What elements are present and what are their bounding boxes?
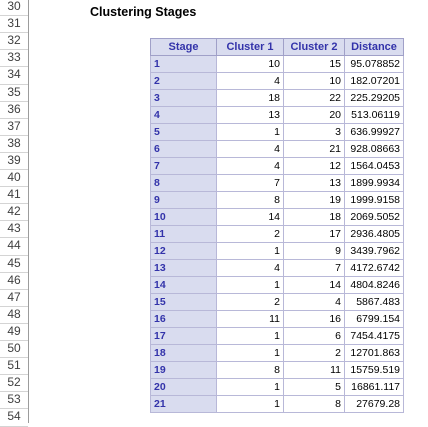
cluster-2-cell[interactable]: 6	[284, 328, 345, 345]
cluster-1-cell[interactable]: 13	[217, 107, 284, 124]
distance-cell[interactable]: 3439.7962	[345, 243, 404, 260]
table-row	[151, 260, 404, 277]
row-number[interactable]: 52	[7, 375, 21, 390]
cluster-1-cell[interactable]: 10	[217, 56, 284, 73]
cluster-2-cell[interactable]: 22	[284, 90, 345, 107]
stage-cell[interactable]: 1	[151, 56, 217, 73]
cluster-2-cell[interactable]: 5	[284, 379, 345, 396]
table-row	[151, 90, 404, 107]
cluster-1-cell[interactable]: 1	[217, 124, 284, 141]
cluster-1-cell[interactable]: 14	[217, 209, 284, 226]
stage-cell[interactable]: 21	[151, 396, 217, 413]
row-number[interactable]: 37	[7, 118, 21, 133]
row-number[interactable]: 43	[7, 221, 21, 236]
table-row	[151, 107, 404, 124]
table-row	[151, 175, 404, 192]
stage-cell[interactable]: 2	[151, 73, 217, 90]
cluster-2-cell[interactable]: 21	[284, 141, 345, 158]
stage-cell[interactable]: 3	[151, 90, 217, 107]
header-cluster-1[interactable]: Cluster 1	[217, 39, 284, 56]
distance-cell[interactable]: 636.99927	[345, 124, 404, 141]
cluster-2-cell[interactable]: 7	[284, 260, 345, 277]
stage-cell[interactable]: 4	[151, 107, 217, 124]
cluster-1-cell[interactable]: 4	[217, 73, 284, 90]
row-number[interactable]: 41	[7, 187, 21, 202]
distance-cell[interactable]: 1564.0453	[345, 158, 404, 175]
table-row	[151, 243, 404, 260]
cluster-1-cell[interactable]: 8	[217, 362, 284, 379]
stage-cell[interactable]: 8	[151, 175, 217, 192]
row-number[interactable]: 48	[7, 306, 21, 321]
cluster-2-cell[interactable]: 14	[284, 277, 345, 294]
cluster-1-cell[interactable]: 1	[217, 396, 284, 413]
table-row	[151, 328, 404, 345]
row-number[interactable]: 42	[7, 204, 21, 219]
table-row	[151, 124, 404, 141]
table-row	[151, 158, 404, 175]
cluster-1-cell[interactable]: 4	[217, 260, 284, 277]
distance-cell[interactable]: 4804.8246	[345, 277, 404, 294]
cluster-2-cell[interactable]: 10	[284, 73, 345, 90]
table-row	[151, 277, 404, 294]
distance-cell[interactable]: 2069.5052	[345, 209, 404, 226]
row-number[interactable]: 34	[7, 67, 21, 82]
row-number[interactable]: 32	[7, 33, 21, 48]
row-number[interactable]: 38	[7, 135, 21, 150]
row-number[interactable]: 49	[7, 323, 21, 338]
distance-cell[interactable]: 27679.28	[345, 396, 404, 413]
row-number[interactable]: 54	[7, 409, 21, 424]
cluster-2-cell[interactable]: 11	[284, 362, 345, 379]
distance-cell[interactable]: 2936.4805	[345, 226, 404, 243]
row-number[interactable]: 53	[7, 392, 21, 407]
stage-cell[interactable]: 17	[151, 328, 217, 345]
distance-cell[interactable]: 928.08663	[345, 141, 404, 158]
cluster-1-cell[interactable]: 1	[217, 328, 284, 345]
table-row	[151, 141, 404, 158]
header-cluster-2[interactable]: Cluster 2	[284, 39, 345, 56]
cluster-2-cell[interactable]: 3	[284, 124, 345, 141]
table-row	[151, 396, 404, 413]
table-row	[151, 294, 404, 311]
row-separator	[0, 426, 28, 427]
stage-cell[interactable]: 16	[151, 311, 217, 328]
cluster-2-cell[interactable]: 16	[284, 311, 345, 328]
table-row	[151, 345, 404, 362]
cluster-1-cell[interactable]: 18	[217, 90, 284, 107]
row-number[interactable]: 36	[7, 101, 21, 116]
row-number[interactable]: 44	[7, 238, 21, 253]
stage-cell[interactable]: 19	[151, 362, 217, 379]
distance-cell[interactable]: 513.06119	[345, 107, 404, 124]
row-number[interactable]: 35	[7, 84, 21, 99]
cluster-2-cell[interactable]: 2	[284, 345, 345, 362]
stage-cell[interactable]: 11	[151, 226, 217, 243]
stage-cell[interactable]: 7	[151, 158, 217, 175]
stage-cell[interactable]: 6	[151, 141, 217, 158]
clustering-stages-table	[150, 38, 404, 413]
cluster-2-cell[interactable]: 19	[284, 192, 345, 209]
table-row	[151, 379, 404, 396]
cluster-2-cell[interactable]: 4	[284, 294, 345, 311]
table-row	[151, 311, 404, 328]
cluster-1-cell[interactable]: 4	[217, 158, 284, 175]
cluster-2-cell[interactable]: 15	[284, 56, 345, 73]
row-number[interactable]: 51	[7, 358, 21, 373]
cluster-1-cell[interactable]: 11	[217, 311, 284, 328]
header-distance[interactable]: Distance	[345, 39, 404, 56]
table-row	[151, 192, 404, 209]
stage-cell[interactable]: 20	[151, 379, 217, 396]
table-row	[151, 226, 404, 243]
stage-cell[interactable]: 12	[151, 243, 217, 260]
row-number[interactable]: 40	[7, 170, 21, 184]
stage-cell[interactable]: 14	[151, 277, 217, 294]
distance-cell[interactable]: 1899.9934	[345, 175, 404, 192]
cluster-1-cell[interactable]: 2	[217, 226, 284, 243]
cluster-1-cell[interactable]: 1	[217, 379, 284, 396]
cluster-2-cell[interactable]: 18	[284, 209, 345, 226]
distance-cell[interactable]: 1999.9158	[345, 192, 404, 209]
header-stage[interactable]: Stage	[151, 39, 217, 56]
distance-cell[interactable]: 15759.519	[345, 362, 404, 379]
cluster-1-cell[interactable]: 1	[217, 345, 284, 362]
stage-cell[interactable]: 10	[151, 209, 217, 226]
stage-cell[interactable]: 15	[151, 294, 217, 311]
distance-cell[interactable]: 7454.4175	[345, 328, 404, 345]
sheet-title: Clustering Stages	[90, 5, 197, 19]
distance-cell[interactable]: 12701.863	[345, 345, 404, 362]
cluster-2-cell[interactable]: 12	[284, 158, 345, 175]
row-number[interactable]: 39	[7, 152, 21, 167]
row-number[interactable]: 47	[7, 289, 21, 304]
table-row	[151, 73, 404, 90]
stage-cell[interactable]: 9	[151, 192, 217, 209]
distance-cell[interactable]: 16861.117	[345, 379, 404, 396]
cluster-2-cell[interactable]: 13	[284, 175, 345, 192]
cluster-1-cell[interactable]: 7	[217, 175, 284, 192]
distance-cell[interactable]: 6799.154	[345, 311, 404, 328]
table-row	[151, 362, 404, 379]
row-number[interactable]: 46	[7, 272, 21, 287]
table-header-row	[151, 39, 404, 56]
cluster-1-cell[interactable]: 1	[217, 277, 284, 294]
distance-cell[interactable]: 95.078852	[345, 56, 404, 73]
distance-cell[interactable]: 5867.483	[345, 294, 404, 311]
distance-cell[interactable]: 182.07201	[345, 73, 404, 90]
table-row	[151, 209, 404, 226]
row-number[interactable]: 30	[7, 0, 21, 13]
table-row	[151, 56, 404, 73]
row-number[interactable]: 50	[7, 341, 21, 355]
cluster-1-cell[interactable]: 4	[217, 141, 284, 158]
distance-cell[interactable]: 225.29205	[345, 90, 404, 107]
stage-cell[interactable]: 5	[151, 124, 217, 141]
cluster-1-cell[interactable]: 8	[217, 192, 284, 209]
row-number[interactable]: 45	[7, 255, 21, 270]
cluster-1-cell[interactable]: 2	[217, 294, 284, 311]
row-number[interactable]: 33	[7, 50, 21, 65]
distance-cell[interactable]: 4172.6742	[345, 260, 404, 277]
cluster-2-cell[interactable]: 8	[284, 396, 345, 413]
stage-cell[interactable]: 18	[151, 345, 217, 362]
cluster-2-cell[interactable]: 9	[284, 243, 345, 260]
cluster-1-cell[interactable]: 1	[217, 243, 284, 260]
row-number[interactable]: 31	[7, 16, 21, 31]
cluster-2-cell[interactable]: 20	[284, 107, 345, 124]
stage-cell[interactable]: 13	[151, 260, 217, 277]
cluster-2-cell[interactable]: 17	[284, 226, 345, 243]
